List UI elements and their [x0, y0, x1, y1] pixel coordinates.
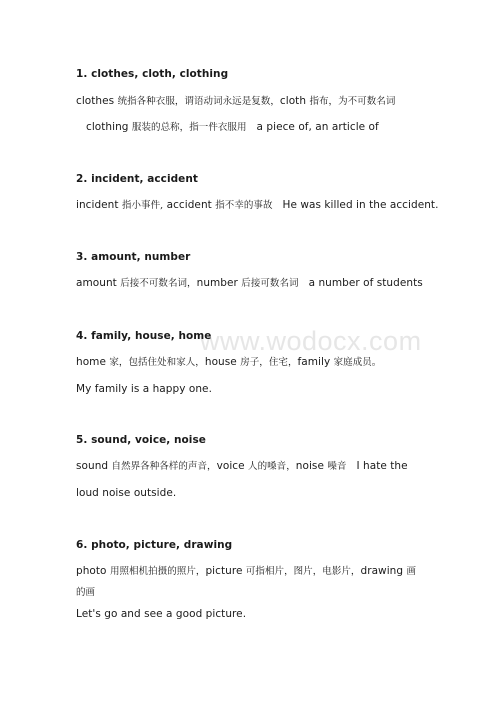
chinese-text: 可指相片，图片，电影片， [245, 566, 361, 577]
english-text: Let's go and see a good picture. [76, 608, 247, 620]
english-text: noise [295, 460, 328, 472]
chinese-text: 的画 [76, 587, 96, 598]
chinese-text: 后接可数名词 [241, 278, 299, 289]
body-line [76, 276, 423, 291]
chinese-text: 指小事件, [121, 200, 164, 211]
chinese-text: 指不幸的事故 [215, 200, 273, 211]
section-heading: 6. photo, picture, drawing [76, 539, 233, 551]
english-text: picture [205, 565, 246, 577]
chinese-text: 用照相机拍摄的照片， [109, 566, 206, 577]
chinese-text: 家庭成员。 [333, 357, 382, 368]
body-line [76, 94, 395, 109]
english-text: a piece of, an article of [256, 121, 379, 133]
body-line [86, 120, 379, 135]
section-heading: 5. sound, voice, noise [76, 434, 206, 446]
chinese-text: 人的嗓音， [248, 461, 296, 472]
watermark: www.wodocx.com [200, 326, 422, 356]
section-heading: 3. amount, number [76, 251, 191, 263]
chinese-text: 房子，住宅， [240, 357, 298, 368]
english-text: clothes [76, 95, 118, 107]
chinese-text: 指布，为不可数名词 [309, 96, 396, 107]
english-text: a number of students [308, 277, 423, 289]
english-text: cloth [279, 95, 310, 107]
english-text: drawing [360, 565, 407, 577]
english-text: My family is a happy one. [76, 383, 212, 395]
chinese-text: 统指各种衣服，谓语动词永远是复数， [117, 96, 280, 107]
section-heading: 2. incident, accident [76, 173, 198, 185]
english-text: clothing [86, 121, 132, 133]
english-text: voice [216, 460, 249, 472]
english-text: incident [76, 199, 122, 211]
english-text: number [196, 277, 242, 289]
section-heading: 4. family, house, home [76, 330, 212, 342]
english-text: amount [76, 277, 121, 289]
body-line [76, 382, 212, 396]
english-text: house [204, 356, 241, 368]
english-text: photo [76, 565, 110, 577]
chinese-text: 家，包括住处和家人， [109, 357, 205, 368]
body-line [76, 585, 95, 600]
body-line [76, 607, 246, 621]
chinese-text: 自然界各种各样的声音， [111, 461, 217, 472]
english-text: He was killed in the accident. [282, 199, 439, 211]
english-text: home [76, 356, 110, 368]
english-text: I hate the [356, 460, 408, 472]
english-text: family [297, 356, 334, 368]
chinese-text: 服装的总称，指一件衣服用 [131, 122, 247, 133]
chinese-text: 后接不可数名词， [120, 278, 197, 289]
section-heading: 1. clothes, cloth, clothing [76, 68, 229, 80]
body-line [76, 198, 438, 213]
body-line [76, 486, 176, 500]
english-text: sound [76, 460, 112, 472]
chinese-text: 画 [406, 566, 417, 577]
chinese-text: 噪音 [327, 461, 347, 472]
body-line [76, 355, 381, 370]
english-text: accident [163, 199, 216, 211]
english-text: loud noise outside. [76, 487, 177, 499]
body-line [76, 459, 408, 474]
body-line [76, 564, 416, 579]
